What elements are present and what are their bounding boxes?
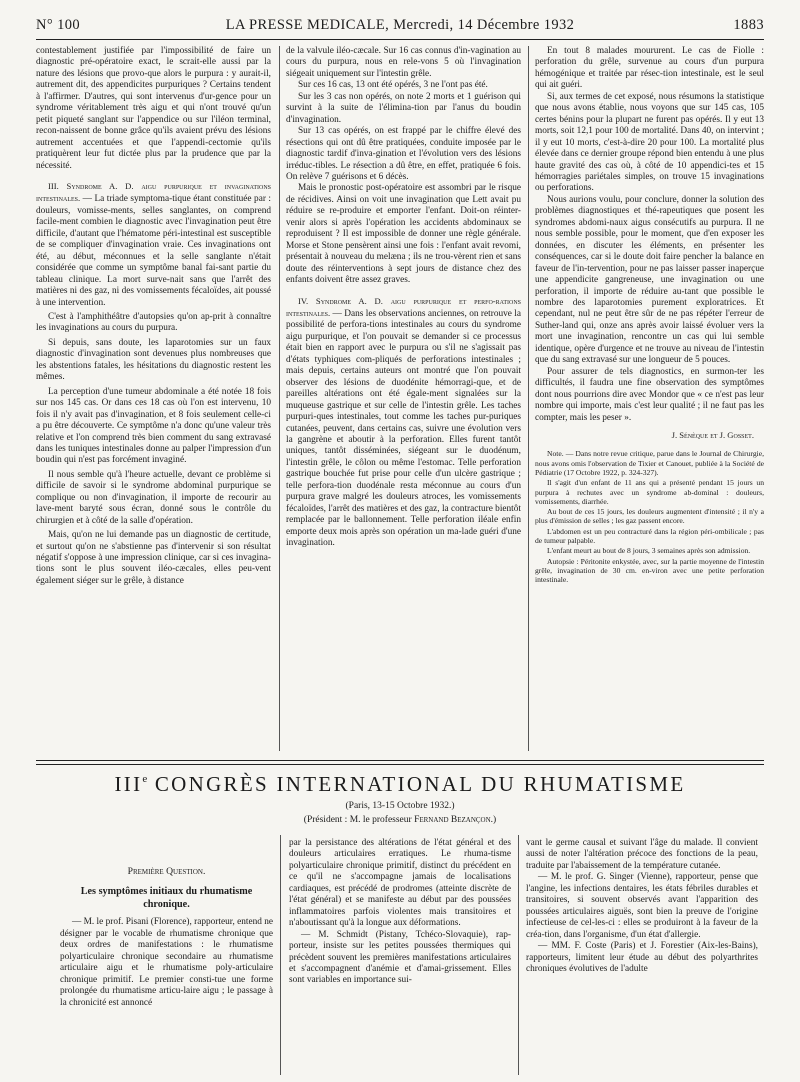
journal-title: LA PRESSE MEDICALE, Mercredi, 14 Décembre 1932 bbox=[225, 17, 575, 33]
column-rule bbox=[528, 46, 529, 751]
section-paragraph bbox=[36, 181, 271, 309]
column-rule bbox=[518, 835, 519, 1075]
paragraph: C'est à l'amphithéâtre d'autopsies qu'on ap-prit à connaître les invaginations au cours du purpura. bbox=[36, 311, 271, 334]
congress-column-3 bbox=[526, 838, 758, 1078]
paragraph: Nous aurions voulu, pour conclure, donner la solution des problèmes diagnostiques et thé-rapeutiques que posent les syndromes abdomi-naux aigus consécutifs au purpura. Il ne nous semble possible, pour le moment, que d'en exposer les données, en discuter les éléments, en présenter les conséquences, car si le doute doit faire pencher la balance en faveur de l'in-tervention, pour ne pas laisser passer inaperçue une appendicite gangreneuse, une invagination ou une perforation, il importe de réduire au-tant que possible le nombre des laparotomies purement exploratrices. Et cependant, nul ne peut être sûr de ne pas répéter l'erreur de Suther-land qui, onze ans après avoir laissé évoluer vers la mort une invagination, rencontre un cas qui lui semble identique, opère d'urgence et ne trouve au niveau de l'intestin que du sang extravasé sur une longueur de 5 pouces. bbox=[535, 194, 764, 366]
title-text: CONGRÈS INTERNATIONAL DU RHUMATISME bbox=[154, 772, 686, 796]
note-paragraph: L'abdomen est un peu contracturé dans la région péri-ombilicale ; pas de tumeur palpable. bbox=[535, 526, 764, 546]
section-text: — Dans les observations anciennes, on retrouve la possibilité de perfora-tions intestinales au cours du syndrome aigu purpurique, et l'on pouvait se demander si ce processus était bien en rapport avec le purpura ou s'il ne s'agissait pas d'états typhiques com-pliqués de perforations intestinales ; mais depuis, certains auteurs ont montré que l'on pouvait observer des lésions de duodénite hémorragi-que, et de pareilles altérations ont été égale-ment signalées sur la muqueuse gastrique et sur celle de l'intestin grêle. Les taches purpuri-ques intestinales, tout comme les taches pur-puriques cutanées, peuvent, dans certains cas, suivre une évolution vers la gangrène et aboutir à la perforation. Elles furent tantôt uniques, tantôt disséminées, siégeant sur le duodénum, l'intestin grêle, le côlon ou même l'estomac. Telle perforation gastrique bouchée fut prise pour celle d'un ulcère gastrique ; telle perfora-tion duodénale resta méconnue au cours d'un purpura grave malgré les douleurs atroces, les vomissements fécaloïdes, l'arrêt des matières et des gaz, la contracture bientôt remplacée par le ballonnement. Telle perforation iléale enfin emporte deux mois après son opération un ma-lade guéri d'une invagination. bbox=[286, 308, 521, 549]
president-name: Fernand Bezançon bbox=[414, 815, 491, 825]
title-superscript: e bbox=[142, 773, 148, 785]
section-divider bbox=[36, 760, 764, 765]
paragraph: contestablement justifiée par l'impossibilité de faire un diagnostic pré-opératoire exact, le scrait-elle aussi par la nature des lésions que provo-que alors le purpura : y aurait-il, autrement dit, des appendicites purpuriques ? Certains tendent à l'affirmer. D'autres, qui sont intervenus d'ur-gence pour un syndrome véritablement très aigu et qui n'ont trouvé qu'un petit piqueté sanglant sur l'appendice ou sur l'iléon terminal, recon-naissent de bonne grâce qu'ils avaient prévu des lésions autrement accentuées et que l'appendi-cectomie qu'ils pratiquèrent leur fut dictée plus par la prudence que par la nécessité. bbox=[36, 46, 271, 171]
paragraph: La perception d'une tumeur abdominale a été notée 18 fois sur nos 145 cas. Or dans ces 18 cas où l'on est intervenu, 10 fois il n'y avait pas d'invagination, et 8 fois seulement celle-ci a pu être découverte. Ce symptôme n'a donc qu'une valeur très relative et l'on comprend très bien comment du sang extravasé dans les tuniques intestinales donne au palper l'impression d'un boudin qui n'est pas forcément invaginé. bbox=[36, 386, 271, 466]
paragraph: de la valvule iléo-cæcale. Sur 16 cas connus d'in-vagination au cours du purpura, nous en rele-vons 5 où l'invagination siégeait uniquement sur l'intestin grêle. bbox=[286, 46, 521, 79]
paragraph: En tout 8 malades moururent. Le cas de Fiolle : perforation du grêle, survenue au cours d'un purpura hémogénique et traitée par résec-tion intestinale, est le seul qui ait guéri. bbox=[535, 46, 764, 91]
note-paragraph: L'enfant meurt au bout de 8 jours, 3 semaines après son admission. bbox=[547, 546, 751, 556]
congress-column-2 bbox=[289, 838, 511, 1078]
section-paragraph bbox=[286, 296, 521, 550]
paragraph: Sur 13 cas opérés, on est frappé par le chiffre élevé des résections qui ont dû être pratiquées, conduite imposée par le diagnostic tardif d'inva-gination et l'évolution vers des lésions irréduc-tibles. Le résection a dû être, en effet, pratiquée 6 fois. On relève 7 guérisons et 6 décès. bbox=[286, 126, 521, 182]
paragraph: — MM. F. Coste (Paris) et J. Forestier (Aix-les-Bains), rapporteurs, limitent leur étude au début des polyarthrites chroniques évolutives de l'adulte bbox=[526, 941, 758, 974]
section-heading: IV. Syndrome A. D. aigu purpurique et perfo-rations intestinales. bbox=[286, 295, 521, 318]
paragraph: vant le germe causal et suivant l'âge du malade. Il convient aussi de noter l'altération précoce des fonctions de la peau, traduite par l'abaissement de la température cutanée. bbox=[526, 838, 758, 871]
president-end: .) bbox=[490, 815, 497, 825]
page-number: 1883 bbox=[733, 17, 764, 33]
congress-column-1 bbox=[60, 820, 273, 1075]
president-label: (Président : M. le professeur bbox=[303, 815, 415, 825]
author-signature: J. Sénèque et J. Gosset. bbox=[671, 429, 754, 440]
footnote bbox=[535, 449, 764, 584]
paragraph: par la persistance des altérations de l'état général et des douleurs articulaires erratiques. Le rhuma-tisme polyarticulaire chronique primitif, distinct du précédent en ce qu'il ne s'accompagne jamais de localisations cardiaques, est précédé de prodromes (atteinte discrète de l'état général) et se manifeste au début par des poussées inflammatoires parfois violentes mais transitoires et n'aboutissant qu'à la longue aux déformations. bbox=[289, 838, 511, 929]
article-column-3 bbox=[535, 46, 764, 751]
section-heading: III. Syndrome A. D. aigu purpurique et invaginations intestinales. bbox=[36, 180, 271, 204]
issue-number: N° 100 bbox=[36, 17, 81, 33]
article-title: Les symptômes initiaux du rhumatisme chronique. bbox=[80, 886, 253, 910]
paragraph: Si depuis, sans doute, les laparotomies sur un faux diagnostic d'invagination sont devenues plus nombreuses que les abstentions fatales, les hésitations du diagnostic restent les mêmes. bbox=[36, 337, 271, 383]
header-rule bbox=[36, 39, 764, 40]
note-paragraph: Au bout de ces 15 jours, les douleurs augmentent d'intensité ; il n'y a plus d'émission de selles ; les gaz passent encore. bbox=[535, 507, 764, 526]
note-paragraph: Il s'agit d'un enfant de 11 ans qui a présenté pendant 15 jours un purpura à rechutes avec un syndrome ab-dominal : douleurs, vomissements, diarrhée. bbox=[535, 478, 764, 506]
section-text: — La triade symptoma-tique étant constituée par : douleurs, vomisse-ments, selles sanglantes, on comprend facile-ment combien le diagnostic avec l'invagination peut être difficile, d'autant que l'hématome péri-intestinal est susceptible de se compliquer d'invagination vraie. Ces invaginations ont été, au début, méconnues et la selle sanglante n'était considérée que comme un symptôme banal fai-sant partie du tableau clinique. La mort surve-nait sans que l'arrêt des matières ni des gaz, ni des vomissements fécaloïdes, ait poussé à une intervention. bbox=[36, 194, 271, 308]
congress-title bbox=[36, 772, 764, 797]
paragraph: Sur ces 16 cas, 13 ont été opérés, 3 ne l'ont pas été. bbox=[298, 80, 488, 91]
paragraph: Mais, qu'on ne lui demande pas un diagnostic de certitude, et surtout qu'on ne s'abstienne pas d'intervenir si son résultat négatif s'oppose à une impression clinique, car si ces invagina-tions sont le plus souvent iléo-cæcales, elles peu-vent également siéger sur le grêle, à distance bbox=[36, 530, 271, 586]
page-header bbox=[36, 17, 764, 37]
question-heading: Première Question. bbox=[127, 866, 206, 877]
column-rule bbox=[280, 835, 281, 1075]
article-column-1 bbox=[36, 46, 271, 751]
title-numeral: III bbox=[114, 772, 143, 796]
congress-dates: (Paris, 13-15 Octobre 1932.) bbox=[345, 801, 455, 811]
note-paragraph: Autopsie : Péritonite enkystée, avec, sur la partie moyenne de l'intestin grêle, invagination de 30 cm. en-viron avec une petite perforation intestinale. bbox=[535, 556, 764, 585]
article-column-2 bbox=[286, 46, 521, 751]
note-paragraph: Note. — Dans notre revue critique, parue dans le Journal de Chirurgie, nous avons omis l'observation de Tixier et Canouet, publiée à la Société de Pédiatrie (17 Octobre 1922, p. 324-327). bbox=[535, 449, 764, 477]
paragraph: — M. Schmidt (Pistany, Tchéco-Slovaquie), rap-porteur, insiste sur les petites poussées thermiques qui précèdent souvent les premières manifestations articulaires et s'accompagnent d'anémie et d'amai-grissement. Elles sont variables en importance sui- bbox=[289, 929, 511, 986]
paragraph: Sur les 3 cas non opérés, on note 2 morts et 1 guérison qui survint à la suite de l'élimina-tion par l'anus du boudin d'invagination. bbox=[286, 91, 521, 125]
paragraph: Pour assurer de tels diagnostics, en surmon-ter les difficultés, il faudra une fine observation des symptômes dont nous pourrions dire avec Mondor que « ce n'est pas leur nombre qui importe, mais c'est leur qualité ; il ne faut pas les compter, mais les peser ». bbox=[535, 366, 764, 423]
paragraph: Si, aux termes de cet exposé, nous résumons la statistique que nous avons établie, nous voyons que sur 145 cas, 105 certes bénins pour la plupart ne furent pas opérés. Il y eut 13 morts, soit 12,1 pour 100 de mortalité. Dans 40, on intervint ; il y eut 10 morts, c'est-à-dire 20 pour 100. La mortalité plus élevée dans ce dernier groupe répond bien entendu à une plus haute gravité des cas où, à côté de 10 appendici-tes et 15 hémorragies pariétales simples, on trouve 15 invaginations ou perforations. bbox=[535, 91, 764, 194]
column-rule bbox=[279, 46, 280, 751]
paragraph: — M. le prof. Pisani (Florence), rapporteur, entend ne désigner par le vocable de rhumatisme chronique que deux ordres de manifestations : le rhumatisme polyarticulaire chronique secondaire au rhumatisme articulaire aigu et le rhumatisme poly-articulaire chronique primitif. Le premier consti-tue une forme prolongée du rhumatisme articu-laire aigu ; le passage à la chronicité est annoncé bbox=[60, 917, 273, 1008]
paragraph: Il nous semble qu'à l'heure actuelle, devant ce problème si difficile de savoir si le syndrome abdominal purpurique se complique ou non d'invagination, il importe de recourir au lave-ment baryté sous écran, donné sous le contrôle du chirurgien et à côté de la salle d'opération. bbox=[36, 469, 271, 526]
paragraph: Mais le pronostic post-opératoire est assombri par le risque de récidives. Ainsi on voit une invagination que Lett avait pu réduire se re-produire et emporter l'enfant. Doit-on réinter-venir alors si après l'opération les accidents abdominaux se reproduisent ? Il est impossible de donner une règle générale. Morse et Stone pensèrent ainsi une fois : l'enfant avait revomi, présentait à nouveau du melæna ; ils ne trou-vèrent rien et sans doute des réinterventions à sept jours de distance chez des enfants doivent être assez graves. bbox=[286, 183, 521, 286]
paragraph: — M. le prof. G. Singer (Vienne), rapporteur, pense que l'angine, les infections dentaires, les états fébriles durables et transitoires, si souvent observés avant l'apparition des poussées articulaires aiguës, sont bien la preuve de l'origine infectieuse de cel-les-ci : elles se produiront à la faveur de la créa-tion, dans l'organisme, d'un état d'allergie. bbox=[526, 872, 758, 940]
